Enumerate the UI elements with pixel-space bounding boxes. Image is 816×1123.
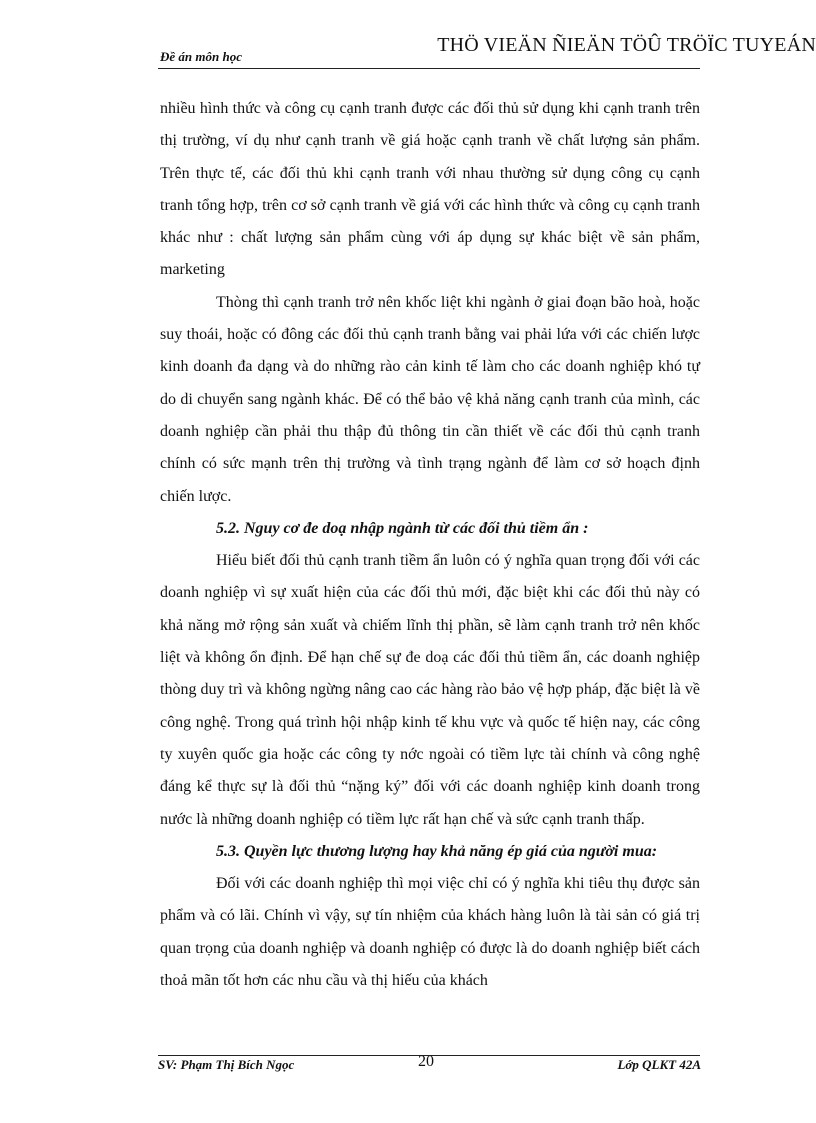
footer-author: SV: Phạm Thị Bích Ngọc (158, 1057, 295, 1072)
page-number: 20 (418, 1053, 434, 1070)
paragraph-2: Thòng thì cạnh tranh trở nên khốc liệt khi ngành ở giai đoạn bão hoà, hoặc suy thoái, hoặc có đông các đối thủ cạnh tranh bằng vai phải lứa với các chiến lược kinh doanh đa dạng và do những rào cản kinh tế làm cho các doanh nghiệp khó tự do di chuyển sang ngành khác. Để có thể bảo vệ khả năng cạnh tranh của mình, các doanh nghiệp cần phải thu thập đủ thông tin cần thiết về các đối thủ cạnh tranh chính có sức mạnh trên thị trường và tình trạng ngành để làm cơ sở hoạch định chiến lược. (160, 293, 700, 505)
footer-class: Lớp QLKT 42A (617, 1057, 701, 1072)
paragraph-4: Đối với các doanh nghiệp thì mọi việc chỉ có ý nghĩa khi tiêu thụ được sản phẩm và có lãi. Chính vì vậy, sự tín nhiệm của khách hàng luôn là tài sản có giá trị quan trọng của doanh nghiệp và doanh nghiệp có được là do doanh nghiệp biết cách thoả mãn tốt hơn các nhu cầu và thị hiếu của khách (160, 875, 700, 990)
document-body (160, 93, 700, 997)
header-rule (158, 68, 700, 69)
section-heading-5-2: 5.2. Nguy cơ đe doạ nhập ngành từ các đối thủ tiềm ẩn : (216, 519, 589, 537)
paragraph-3: Hiểu biết đối thủ cạnh tranh tiềm ẩn luôn có ý nghĩa quan trọng đối với các doanh nghiệp vì sự xuất hiện của các đối thủ mới, đặc biệt khi các đối thủ này có khả năng mở rộng sản xuất và chiếm lĩnh thị phần, sẽ làm cạnh tranh trở nên khốc liệt và không ổn định. Để hạn chế sự đe doạ các đối thủ tiềm ẩn, các doanh nghiệp thòng duy trì và không ngừng nâng cao các hàng rào bảo vệ hợp pháp, đặc biệt là về công nghệ. Trong quá trình hội nhập kinh tế khu vực và quốc tế hiện nay, các công ty xuyên quốc gia hoặc các công ty nớc ngoài có tiềm lực tài chính và công nghệ đáng kể thực sự là đối thủ “nặng ký” đối với các doanh nghiệp kinh doanh trong nước là những doanh nghiệp có tiềm lực rất hạn chế và sức cạnh tranh thấp. (160, 552, 700, 828)
header-library-name: THÖ VIEÄN ÑIEÄN TÖÛ TRÖÏC TUYEÁN (437, 34, 816, 56)
header-course-title: Đề án môn học (160, 49, 242, 64)
section-heading-5-3: 5.3. Quyền lực thương lượng hay khả năng ép giá của người mua: (216, 842, 658, 860)
paragraph-1: nhiều hình thức và công cụ cạnh tranh được các đối thủ sử dụng khi cạnh tranh trên thị trường, ví dụ như cạnh tranh về giá hoặc cạnh tranh về chất lượng sản phẩm. Trên thực tế, các đối thủ khi cạnh tranh với nhau thường sử dụng công cụ cạnh tranh tổng hợp, trên cơ sở cạnh tranh về giá với các hình thức và công cụ cạnh tranh khác như : chất lượng sản phẩm cùng với áp dụng sự khác biệt về sản phẩm, marketing (160, 100, 700, 279)
